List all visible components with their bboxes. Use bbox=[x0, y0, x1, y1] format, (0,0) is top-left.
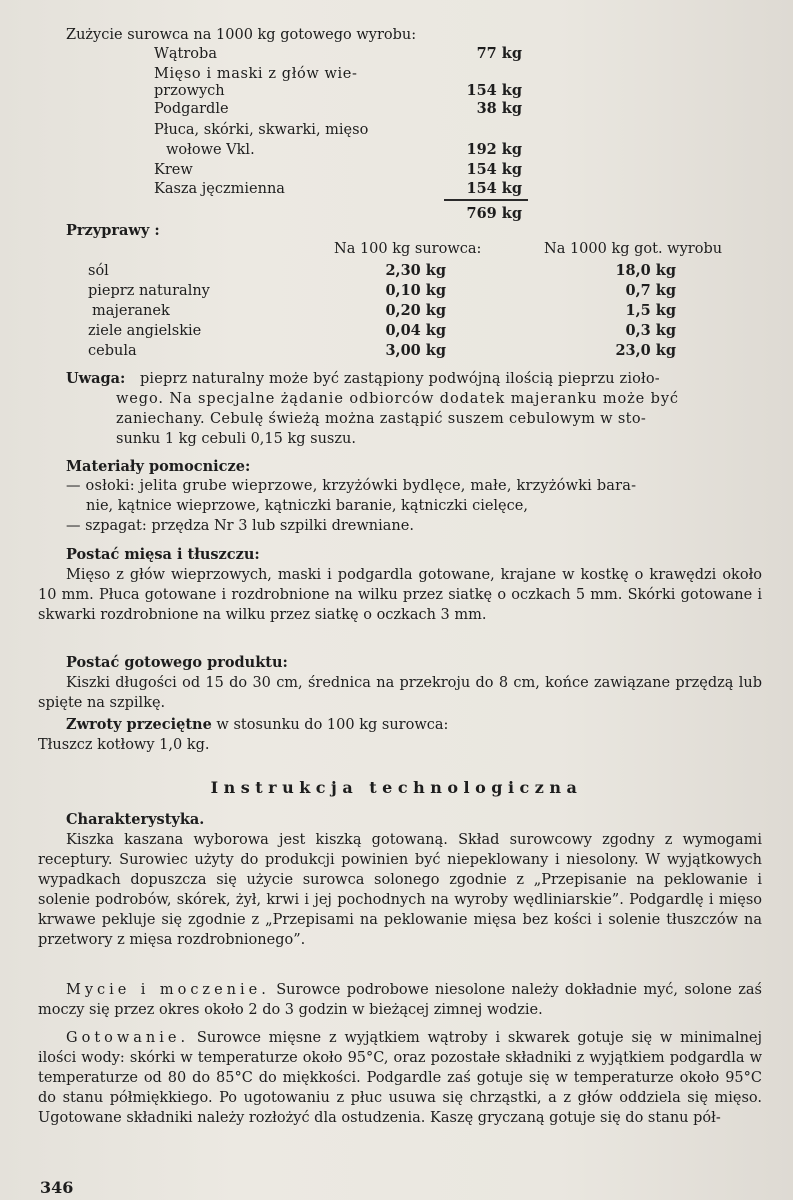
cooking-title: Gotowanie. bbox=[66, 1030, 190, 1046]
spice-value-100: 2,30 kg bbox=[385, 262, 446, 279]
product-form-text: Kiszki długości od 15 do 30 cm, średnica na przekroju do 8 cm, końce zawiązane przędzą lub spięte na szpilkę. bbox=[38, 675, 762, 711]
spice-value-100: 0,04 kg bbox=[385, 322, 446, 339]
washing-title: Mycie i moczenie. bbox=[66, 982, 270, 998]
consumption-item-name: Podgardle bbox=[154, 101, 229, 117]
product-form-title: Postać gotowego produktu: bbox=[66, 654, 288, 671]
auxiliary-line: — osłoki: jelita grube wieprzowe, krzyżówki bydlęce, małe, krzyżówki bara- bbox=[66, 478, 637, 494]
spice-value-1000: 0,3 kg bbox=[625, 322, 676, 339]
spice-value-1000: 1,5 kg bbox=[625, 302, 676, 319]
consumption-item-value: 154 kg bbox=[466, 180, 522, 197]
instruction-heading: Instrukcja technologiczna bbox=[210, 778, 583, 797]
washing-paragraph bbox=[38, 980, 762, 1020]
consumption-item-value: 154 kg bbox=[466, 161, 522, 178]
consumption-item-name-cont: przowych bbox=[154, 83, 225, 99]
characteristics-text: Kiszka kaszana wyborowa jest kiszką gotowaną. Skład surowcowy zgodny z wymogami receptury. Surowiec użyty do produkcji powinien być niepeklowany i niesolony. W wyjątkowych wypadkach dopuszcza się użycie surowca solonego zgodnie z „Przepisanie na peklowanie i solenie podrobów, skórek, żył, krwi i jej pochodnych na wyroby wędliniarskie”. Podgardlę i mięso krwawe pekluje się zgodnie z „Przepisami na peklowanie mięsa bez kości i solenie tłuszczów na przetwory z mięsa rozdrobnionego”. bbox=[38, 832, 762, 948]
cooking-paragraph bbox=[38, 1028, 762, 1128]
spices-col1-header: Na 100 kg surowca: bbox=[334, 241, 482, 257]
consumption-item-name: Kasza jęczmienna bbox=[154, 181, 285, 197]
consumption-item-name: Mięso i maski z głów wie- bbox=[154, 66, 358, 82]
consumption-item-name: Krew bbox=[154, 162, 193, 178]
page-number: 346 bbox=[40, 1178, 74, 1197]
note-line: zaniechany. Cebulę świeżą można zastąpić suszem cebulowym w sto- bbox=[116, 411, 647, 427]
spice-name: majeranek bbox=[92, 303, 170, 319]
spice-name: sól bbox=[88, 263, 109, 279]
consumption-item-value: 38 kg bbox=[476, 100, 522, 117]
cooking-text: Surowce mięsne z wyjątkiem wątroby i skwarek gotuje się w minimalnej ilości wody: skórki w temperaturze około 95°C, oraz pozostałe składniki z wyjątkiem podgardla w temperaturze od 80 do 85°C do miękkości. Podgardle zaś gotuje się w temperaturze około 95°C do stanu półmiękkiego. Po ugotowaniu z płuc usuwa się chrząstki, a z głów oddziela się mięso. Ugotowane składniki należy rozłożyć dla ostudzenia. Kaszę gryczaną gotuje się do stanu pół- bbox=[38, 1030, 762, 1126]
spice-value-100: 0,10 kg bbox=[385, 282, 446, 299]
consumption-item-value: 154 kg bbox=[466, 82, 522, 99]
auxiliary-line: — szpagat: przędza Nr 3 lub szpilki drewniane. bbox=[66, 518, 414, 534]
returns-line bbox=[66, 716, 448, 734]
consumption-total: 769 kg bbox=[466, 205, 522, 222]
consumption-item-value: 192 kg bbox=[466, 141, 522, 158]
consumption-item-name: Płuca, skórki, skwarki, mięso bbox=[154, 122, 369, 138]
spice-value-100: 3,00 kg bbox=[385, 342, 446, 359]
note-line: sunku 1 kg cebuli 0,15 kg suszu. bbox=[116, 431, 356, 447]
spices-col2-header: Na 1000 kg got. wyrobu bbox=[544, 241, 723, 257]
consumption-item-name-cont: wołowe Vkl. bbox=[166, 142, 255, 158]
auxiliary-title: Materiały pomocnicze: bbox=[66, 458, 251, 475]
sum-rule bbox=[444, 199, 528, 201]
meat-form-title: Postać mięsa i tłuszczu: bbox=[66, 546, 260, 563]
returns-text: Tłuszcz kotłowy 1,0 kg. bbox=[38, 737, 210, 753]
spice-name: pieprz naturalny bbox=[88, 283, 210, 299]
note-line: wego. Na specjalne żądanie odbiorców dodatek majeranku może być bbox=[116, 391, 679, 407]
washing-text: Surowce podrobowe niesolone należy dokładnie myć, solone zaś moczy się przez okres około 2 do 3 godzin w bieżącej zimnej wodzie. bbox=[38, 982, 762, 1018]
consumption-item-name: Wątroba bbox=[154, 46, 217, 62]
spice-name: cebula bbox=[88, 343, 137, 359]
spice-value-1000: 0,7 kg bbox=[625, 282, 676, 299]
spices-title: Przyprawy : bbox=[66, 222, 160, 239]
spice-name: ziele angielskie bbox=[88, 323, 202, 339]
consumption-item-value: 77 kg bbox=[476, 45, 522, 62]
auxiliary-line: nie, kątnice wieprzowe, kątniczki baranie, kątniczki cielęce, bbox=[86, 498, 528, 514]
consumption-title: Zużycie surowca na 1000 kg gotowego wyrobu: bbox=[66, 27, 417, 43]
note-label: Uwaga: bbox=[66, 370, 126, 387]
spice-value-1000: 18,0 kg bbox=[615, 262, 676, 279]
spice-value-100: 0,20 kg bbox=[385, 302, 446, 319]
meat-form-text: Mięso z głów wieprzowych, maski i podgardla gotowane, krajane w kostkę o krawędzi około 10 mm. Płuca gotowane i rozdrobnione na wilku przez siatkę o oczkach 5 mm. Skórki gotowane i skwarki rozdrobnione na wilku przez siatkę o oczkach 3 mm. bbox=[38, 567, 762, 623]
spice-value-1000: 23,0 kg bbox=[615, 342, 676, 359]
returns-title: Zwroty przeciętne bbox=[66, 716, 212, 733]
characteristics-title: Charakterystyka. bbox=[66, 811, 205, 828]
note-line: pieprz naturalny może być zastąpiony podwójną ilością pieprzu zioło- bbox=[140, 371, 660, 387]
returns-title-rest: w stosunku do 100 kg surowca: bbox=[211, 717, 449, 733]
